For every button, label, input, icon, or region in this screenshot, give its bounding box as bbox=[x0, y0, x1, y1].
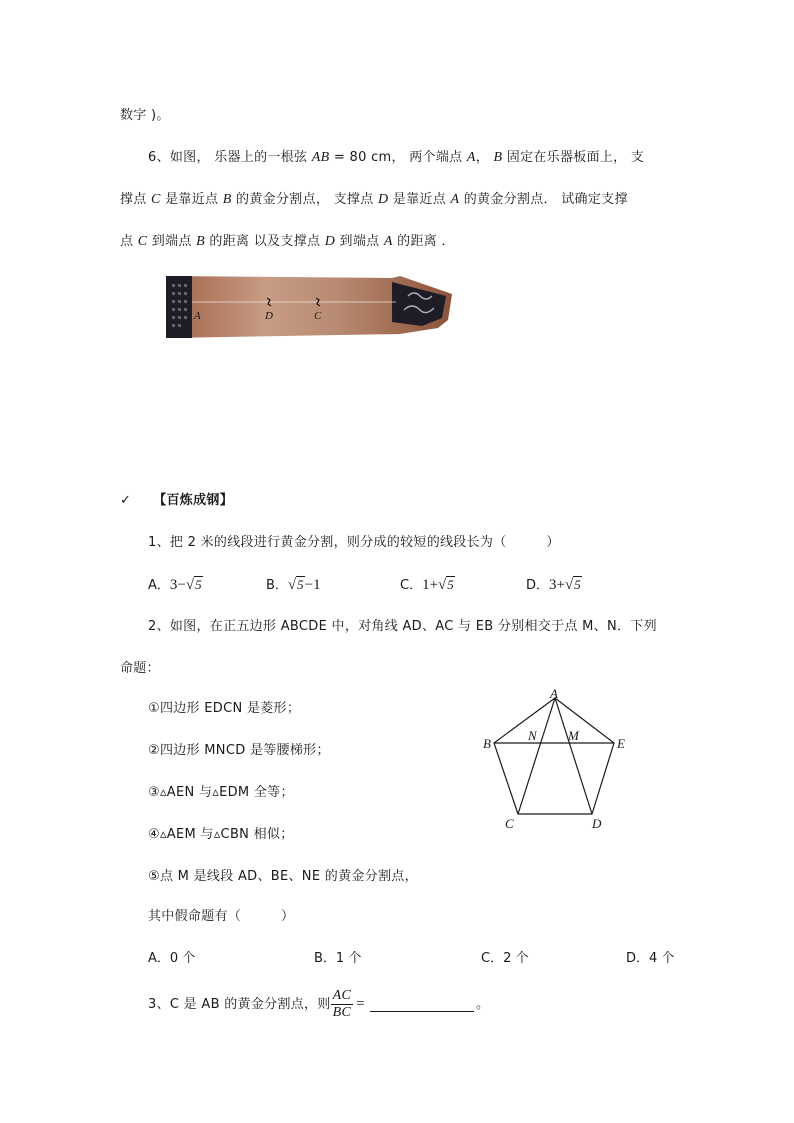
q2-prop-3: ③▵AEN 与▵EDM 全等； bbox=[148, 785, 294, 800]
q1-option-d[interactable]: D．3+√5 bbox=[526, 577, 581, 593]
var: B bbox=[196, 234, 205, 249]
section-title: 【百炼成钢】 bbox=[153, 493, 234, 508]
label-b: B bbox=[395, 310, 402, 322]
var: AB bbox=[311, 150, 330, 165]
text: = 80 cm， 两个端点 bbox=[329, 150, 467, 165]
q1-option-a[interactable]: A．3−√5 bbox=[148, 577, 202, 593]
point-m: M bbox=[568, 728, 579, 743]
q6-line-3 bbox=[120, 232, 455, 252]
text: 固定在乐器板面上， 支 bbox=[502, 150, 645, 165]
text: 。 bbox=[475, 997, 490, 1012]
text: 到端点 bbox=[147, 234, 197, 249]
var: A bbox=[466, 150, 476, 165]
vertex-d: D bbox=[592, 816, 602, 831]
check-icon: ✓ bbox=[120, 493, 132, 508]
q1-option-c[interactable]: C．1+√5 bbox=[400, 577, 454, 593]
radicand: 5 bbox=[574, 577, 581, 592]
denominator: BC bbox=[332, 1005, 352, 1020]
section-heading bbox=[120, 491, 233, 511]
answer-blank[interactable] bbox=[370, 997, 474, 1012]
radicand: 5 bbox=[447, 577, 454, 592]
text-line: 数字 )。 bbox=[120, 108, 170, 123]
q1-text: 1、把 2 米的线段进行黄金分割，则分成的较短的线段长为（ ） bbox=[148, 535, 560, 550]
text: 到端点 bbox=[335, 234, 384, 249]
label-a: A bbox=[194, 310, 201, 322]
label-c: C bbox=[314, 310, 322, 322]
option-label: B． bbox=[266, 578, 288, 593]
pentagon bbox=[494, 698, 614, 814]
math: 1+ bbox=[422, 577, 439, 593]
text: ， bbox=[475, 150, 494, 165]
var: A bbox=[383, 234, 393, 249]
radicand: 5 bbox=[195, 577, 202, 592]
q2-prop-2: ②四边形 MNCD 是等腰梯形； bbox=[148, 743, 330, 758]
q3-line bbox=[148, 987, 489, 1022]
text: 是靠近点 bbox=[388, 192, 451, 207]
q2-line-2: 命题： bbox=[120, 661, 160, 676]
var: B bbox=[493, 150, 503, 165]
q6-line-1 bbox=[148, 148, 644, 168]
text: 是靠近点 bbox=[160, 192, 223, 207]
q6-line-2 bbox=[120, 190, 628, 210]
diagonal-ac bbox=[518, 698, 555, 814]
var: C bbox=[151, 192, 161, 207]
var: C bbox=[137, 234, 148, 249]
fraction bbox=[331, 988, 354, 1021]
var: A bbox=[450, 192, 460, 207]
option-label: A． bbox=[148, 578, 170, 593]
q2-option-c[interactable]: C．2 个 bbox=[481, 951, 529, 966]
vertex-b: B bbox=[483, 736, 491, 751]
math: −1 bbox=[304, 577, 321, 593]
radicand: 5 bbox=[297, 577, 304, 592]
math: 3+ bbox=[549, 577, 565, 593]
pentagon-figure bbox=[478, 686, 634, 832]
text: 6、如图， 乐器上的一根弦 bbox=[148, 150, 312, 165]
vertex-c: C bbox=[505, 816, 514, 831]
q2-prop-5: ⑤点 M 是线段 AD、BE、NE 的黄金分割点， bbox=[148, 869, 418, 884]
diagonal-ad bbox=[555, 698, 592, 814]
q2-ask: 其中假命题有（ ） bbox=[148, 909, 295, 924]
option-label: C． bbox=[400, 578, 423, 593]
var: D bbox=[324, 234, 336, 249]
var: B bbox=[222, 192, 232, 207]
q2-option-d[interactable]: D．4 个 bbox=[626, 951, 675, 966]
q2-prop-4: ④▵AEM 与▵CBN 相似； bbox=[148, 827, 294, 842]
guzheng-figure bbox=[160, 272, 456, 342]
q2-option-a[interactable]: A．0 个 bbox=[148, 951, 196, 966]
equals: = bbox=[356, 996, 365, 1012]
vertex-e: E bbox=[617, 736, 625, 751]
q2-option-b[interactable]: B．1 个 bbox=[314, 951, 362, 966]
point-n: N bbox=[528, 728, 537, 743]
q2-prop-1: ①四边形 EDCN 是菱形； bbox=[148, 701, 301, 716]
option-label: D． bbox=[526, 578, 550, 593]
label-d: D bbox=[265, 310, 273, 322]
q1-option-b[interactable]: B．√5−1 bbox=[266, 577, 321, 593]
text: 的距离 ． bbox=[392, 234, 455, 249]
text: 撑点 bbox=[120, 192, 152, 207]
vertex-a: A bbox=[550, 686, 558, 701]
text: 点 bbox=[120, 234, 138, 249]
text: 3、C 是 AB 的黄金分割点，则 bbox=[148, 997, 331, 1012]
text: 的黄金分割点， 支撑点 bbox=[231, 192, 378, 207]
var: D bbox=[377, 192, 389, 207]
numerator: AC bbox=[332, 988, 352, 1003]
text: 的距离 以及支撑点 bbox=[205, 234, 325, 249]
math: 3− bbox=[169, 577, 186, 593]
q2-line-1: 2、如图，在正五边形 ABCDE 中，对角线 AD、AC 与 EB 分别相交于点 M、N．下列 bbox=[148, 619, 657, 634]
text: 的黄金分割点． 试确定支撑 bbox=[459, 192, 628, 207]
